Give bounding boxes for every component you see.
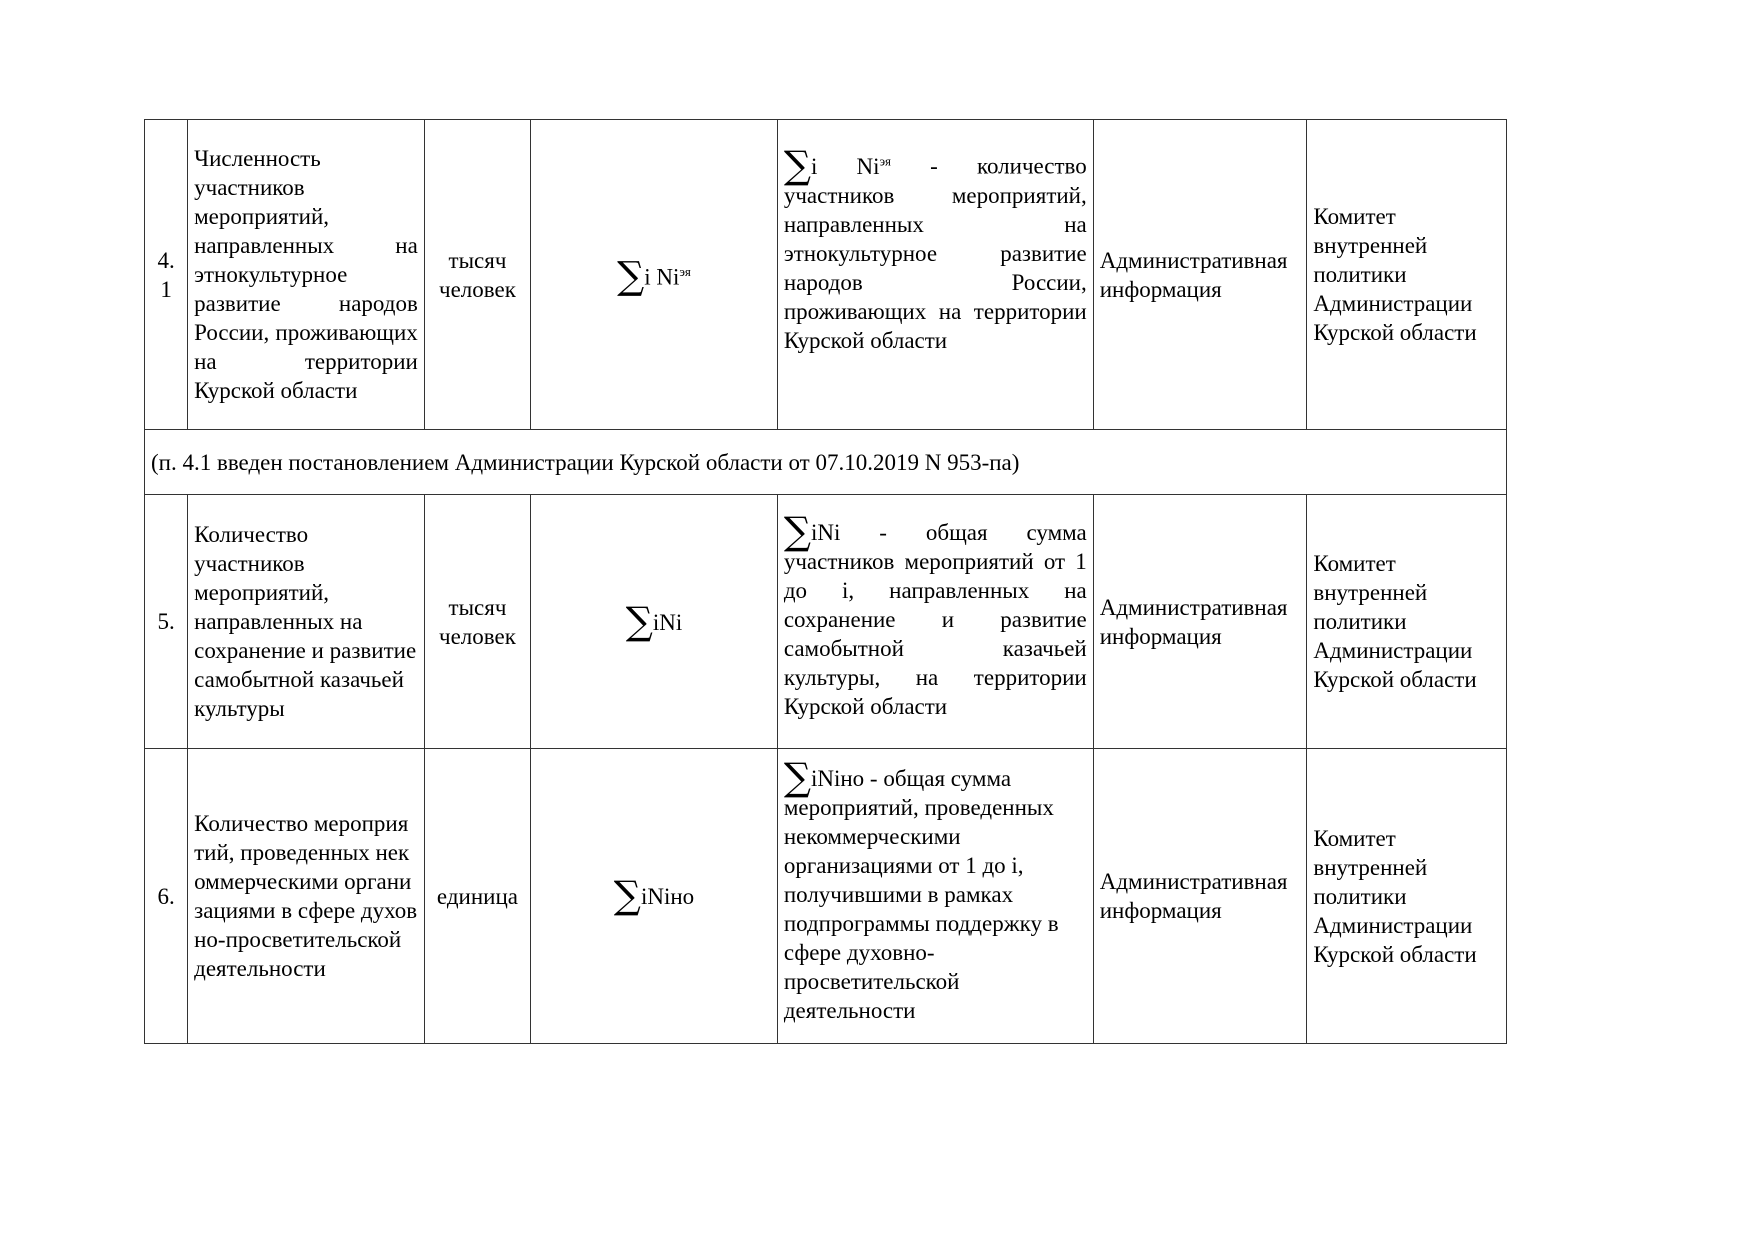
row-number: 6. <box>145 749 188 1044</box>
sum-symbol: ∑ <box>617 253 645 298</box>
row-number-part2: 1 <box>160 276 172 302</box>
formula-description <box>777 120 1093 430</box>
unit-of-measure: единица <box>424 749 530 1044</box>
unit-of-measure <box>424 120 530 430</box>
formula-superscript: эя <box>879 153 891 168</box>
indicator-name: Численность участников мероприятий, направленных на этнокультурное развитие народов России, проживающих на территории Курской области <box>188 120 425 430</box>
indicators-table <box>144 119 1507 1044</box>
responsible-body: Комитет внутренней политики Администрации Курской области <box>1307 120 1507 430</box>
row-number <box>145 120 188 430</box>
formula-text: iNi <box>652 609 683 635</box>
formula-text: iNi <box>810 520 841 545</box>
formula <box>531 120 778 430</box>
unit-line1: тысяч <box>448 247 507 273</box>
sum-symbol: ∑ <box>613 873 641 917</box>
data-source: Административная информация <box>1093 749 1307 1044</box>
desc-formula <box>783 509 841 553</box>
formula-superscript: эя <box>679 264 691 280</box>
table-row-5 <box>145 495 1507 749</box>
formula-text: iNiно <box>810 766 865 791</box>
sum-symbol: ∑ <box>783 142 811 187</box>
indicator-name: Количество мероприятий, проведенных некоммерческими организациями в сфере духовно-просветительской деятельности <box>188 749 425 1044</box>
description-text: - общая сумма участников мероприятий от 1 до i, направленных на сохранение и развитие самобытной казачьей культуры, на территории Курской области <box>783 520 1087 719</box>
table-row-6 <box>145 749 1507 1044</box>
row-number-part1: 4. <box>157 247 175 273</box>
formula-text: iNiно <box>640 884 695 909</box>
sum-symbol: ∑ <box>783 755 811 799</box>
formula <box>531 749 778 1044</box>
formula-description <box>777 749 1093 1044</box>
description-text: - общая сумма мероприятий, проведенных некоммерческими организациями от 1 до i, получившими в рамках подпрограммы поддержку в сфере духовно-просветительской деятельности <box>783 766 1059 1023</box>
responsible-body: Комитет внутренней политики Администрации Курской области <box>1307 495 1507 749</box>
description-text: - количество участников мероприятий, направленных на этнокультурное развитие народов России, проживающих на территории Курской области <box>783 153 1087 353</box>
formula-description <box>777 495 1093 749</box>
unit-line2: человек <box>439 276 516 302</box>
data-source: Административная информация <box>1093 495 1307 749</box>
unit-of-measure <box>424 495 530 749</box>
desc-formula <box>783 755 865 799</box>
sum-symbol: ∑ <box>625 598 653 643</box>
responsible-body: Комитет внутренней политики Администрации Курской области <box>1307 749 1507 1044</box>
formula <box>531 495 778 749</box>
note-row <box>145 430 1507 495</box>
row-number: 5. <box>145 495 188 749</box>
table-row-4-1 <box>145 120 1507 430</box>
formula-text: i Ni <box>810 153 880 179</box>
data-source: Административная информация <box>1093 120 1307 430</box>
unit-line2: человек <box>439 623 516 649</box>
formula-text: i Ni <box>644 264 680 290</box>
sum-symbol: ∑ <box>783 509 811 553</box>
amendment-note: (п. 4.1 введен постановлением Администрации Курской области от 07.10.2019 N 953-па) <box>145 430 1507 495</box>
indicator-name: Количество участников мероприятий, направленных на сохранение и развитие самобытной казачьей культуры <box>188 495 425 749</box>
desc-formula <box>783 142 891 187</box>
unit-line1: тысяч <box>448 594 507 620</box>
